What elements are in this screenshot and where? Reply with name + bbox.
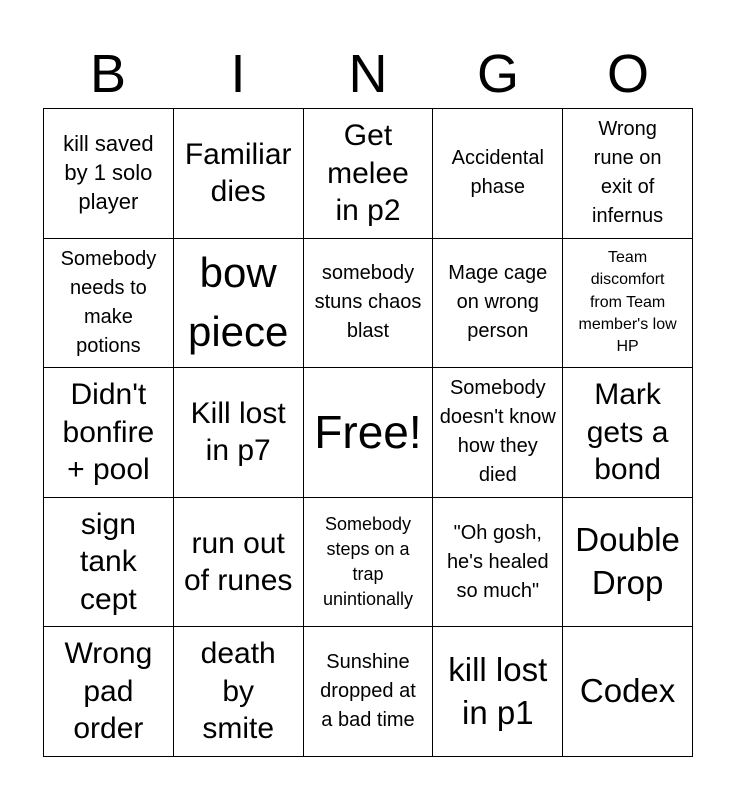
bingo-header xyxy=(43,40,693,108)
bingo-cell[interactable] xyxy=(433,627,563,757)
bingo-cell[interactable] xyxy=(304,627,434,757)
bingo-cell[interactable] xyxy=(304,239,434,369)
bingo-cell[interactable] xyxy=(563,368,693,498)
cell-text: Somebody needs to make potions xyxy=(60,247,157,357)
cell-text: Didn't bonfire + pool xyxy=(62,378,155,487)
bingo-cell[interactable] xyxy=(44,627,174,757)
header-letter-i: I xyxy=(230,44,246,104)
bingo-cell[interactable] xyxy=(304,498,434,628)
cell-text: Accidental phase xyxy=(451,147,544,199)
header-letter-g: G xyxy=(476,44,519,104)
cell-text: Familiar dies xyxy=(184,137,292,209)
cell-text: Somebody doesn't know how they died xyxy=(439,377,556,487)
cell-text: Get melee in p2 xyxy=(327,119,409,228)
bingo-cell[interactable] xyxy=(174,368,304,498)
bingo-cell[interactable] xyxy=(44,239,174,369)
cell-text: bow piece xyxy=(187,249,289,355)
bingo-cell[interactable] xyxy=(44,498,174,628)
cell-text: Free! xyxy=(314,406,422,459)
cell-text: kill saved by 1 solo player xyxy=(63,131,154,214)
bingo-cell[interactable] xyxy=(174,627,304,757)
bingo-cell[interactable] xyxy=(174,498,304,628)
bingo-cell[interactable] xyxy=(44,109,174,239)
cell-text: Sunshine dropped at a bad time xyxy=(320,651,416,732)
bingo-cell[interactable] xyxy=(563,498,693,628)
bingo-cell[interactable] xyxy=(174,109,304,239)
cell-text: Wrong pad order xyxy=(64,637,153,746)
cell-text: somebody stuns chaos blast xyxy=(314,262,422,343)
cell-text: Mark gets a bond xyxy=(586,378,669,487)
bingo-cell[interactable] xyxy=(433,239,563,369)
bingo-cell[interactable] xyxy=(433,109,563,239)
bingo-cell[interactable] xyxy=(563,109,693,239)
bingo-cell[interactable] xyxy=(433,368,563,498)
cell-text: run out of runes xyxy=(183,526,293,598)
bingo-cell[interactable] xyxy=(174,239,304,369)
bingo-cell[interactable] xyxy=(304,109,434,239)
cell-text: sign tank cept xyxy=(80,507,137,616)
cell-text: Team discomfort from Team member's low HP xyxy=(578,248,677,356)
cell-text: "Oh gosh, he's healed so much" xyxy=(446,521,549,602)
header-letter-o: O xyxy=(606,44,649,104)
cell-text: death by smite xyxy=(200,637,276,746)
bingo-cell-free[interactable] xyxy=(304,368,434,498)
cell-text: Wrong rune on exit of infernus xyxy=(592,118,664,228)
bingo-cell[interactable] xyxy=(563,239,693,369)
cell-text: Kill lost in p7 xyxy=(190,396,286,468)
cell-text: Somebody steps on a trap unintionally xyxy=(322,513,414,610)
bingo-board xyxy=(43,108,693,757)
header-letter-n: N xyxy=(348,44,388,104)
bingo-cell[interactable] xyxy=(563,627,693,757)
bingo-cell[interactable] xyxy=(433,498,563,628)
cell-text: Codex xyxy=(579,672,676,710)
bingo-cell[interactable] xyxy=(44,368,174,498)
cell-text: Mage cage on wrong person xyxy=(448,262,548,343)
cell-text: kill lost in p1 xyxy=(448,650,548,731)
cell-text: Double Drop xyxy=(575,521,680,602)
header-letter-b: B xyxy=(89,44,127,104)
